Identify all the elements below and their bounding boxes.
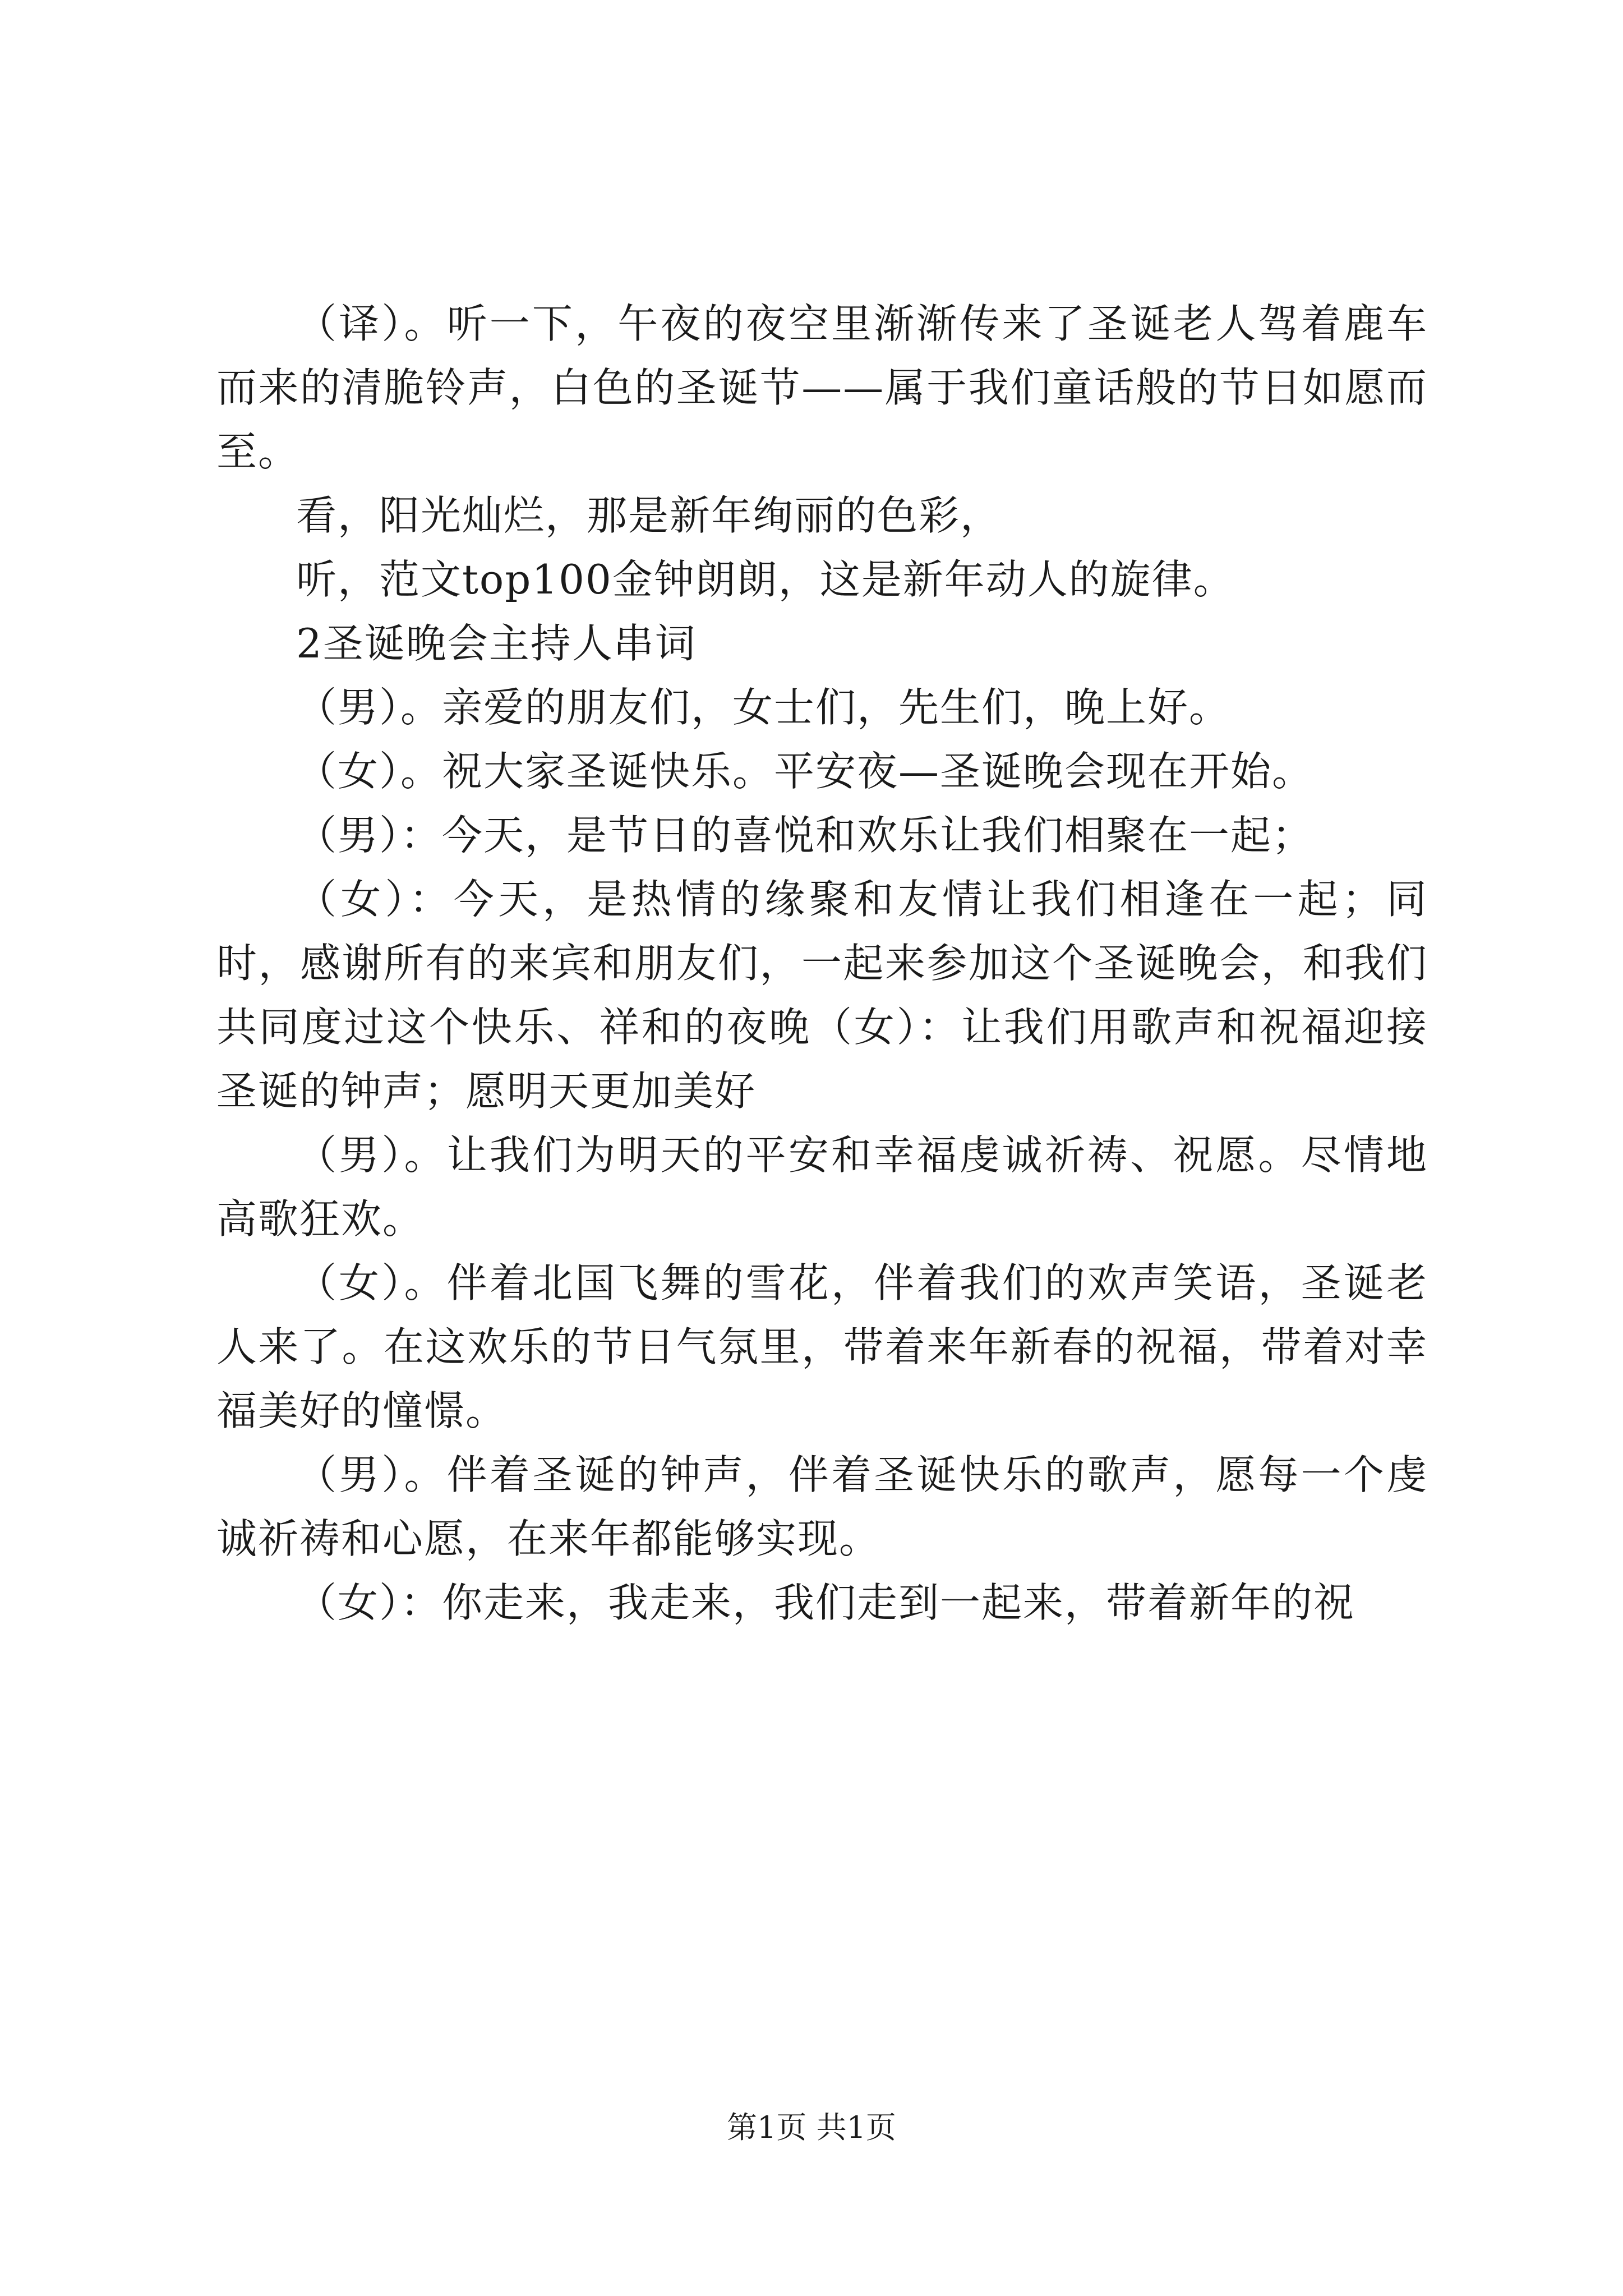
section-heading: 2圣诞晚会主持人串词	[296, 620, 697, 667]
paragraph-5: （男）。亲爱的朋友们，女士们，先生们，晚上好。	[296, 684, 1231, 731]
paragraph-8: （女）：今天，是热情的缘聚和友情让我们相逢在一起；同时，感谢所有的来宾和朋友们，一起来参加这个圣诞晚会，和我们共同度过这个快乐、祥和的夜晚（女）：让我们用歌声和祝福迎接圣诞的钟声；愿明天更加美好	[216, 876, 1428, 1115]
document-body	[216, 292, 1428, 1635]
page-footer: 第1页 共1页	[727, 2110, 896, 2145]
paragraph-3: 听，范文top100金钟朗朗，这是新年动人的旋律。	[296, 556, 1235, 603]
paragraph-7: （男）：今天，是节日的喜悦和欢乐让我们相聚在一起；	[296, 812, 1314, 859]
paragraph-11: （男）。伴着圣诞的钟声，伴着圣诞快乐的歌声，愿每一个虔诚祈祷和心愿，在来年都能够实现。	[216, 1451, 1428, 1562]
paragraph-6: （女）。祝大家圣诞快乐。平安夜—圣诞晚会现在开始。	[296, 748, 1314, 795]
paragraph-10: （女）。伴着北国飞舞的雪花，伴着我们的欢声笑语，圣诞老人来了。在这欢乐的节日气氛里，带着来年新春的祝福，带着对幸福美好的憧憬。	[216, 1259, 1428, 1434]
paragraph-9: （男）。让我们为明天的平安和幸福虔诚祈祷、祝愿。尽情地高歌狂欢。	[216, 1131, 1428, 1243]
paragraph-2: 看，阳光灿烂，那是新年绚丽的色彩，	[296, 492, 1002, 539]
paragraph-12: （女）：你走来，我走来，我们走到一起来，带着新年的祝	[296, 1579, 1355, 1626]
paragraph-1: （译）。听一下，午夜的夜空里渐渐传来了圣诞老人驾着鹿车而来的清脆铃声，白色的圣诞节——属于我们童话般的节日如愿而至。	[216, 300, 1428, 475]
